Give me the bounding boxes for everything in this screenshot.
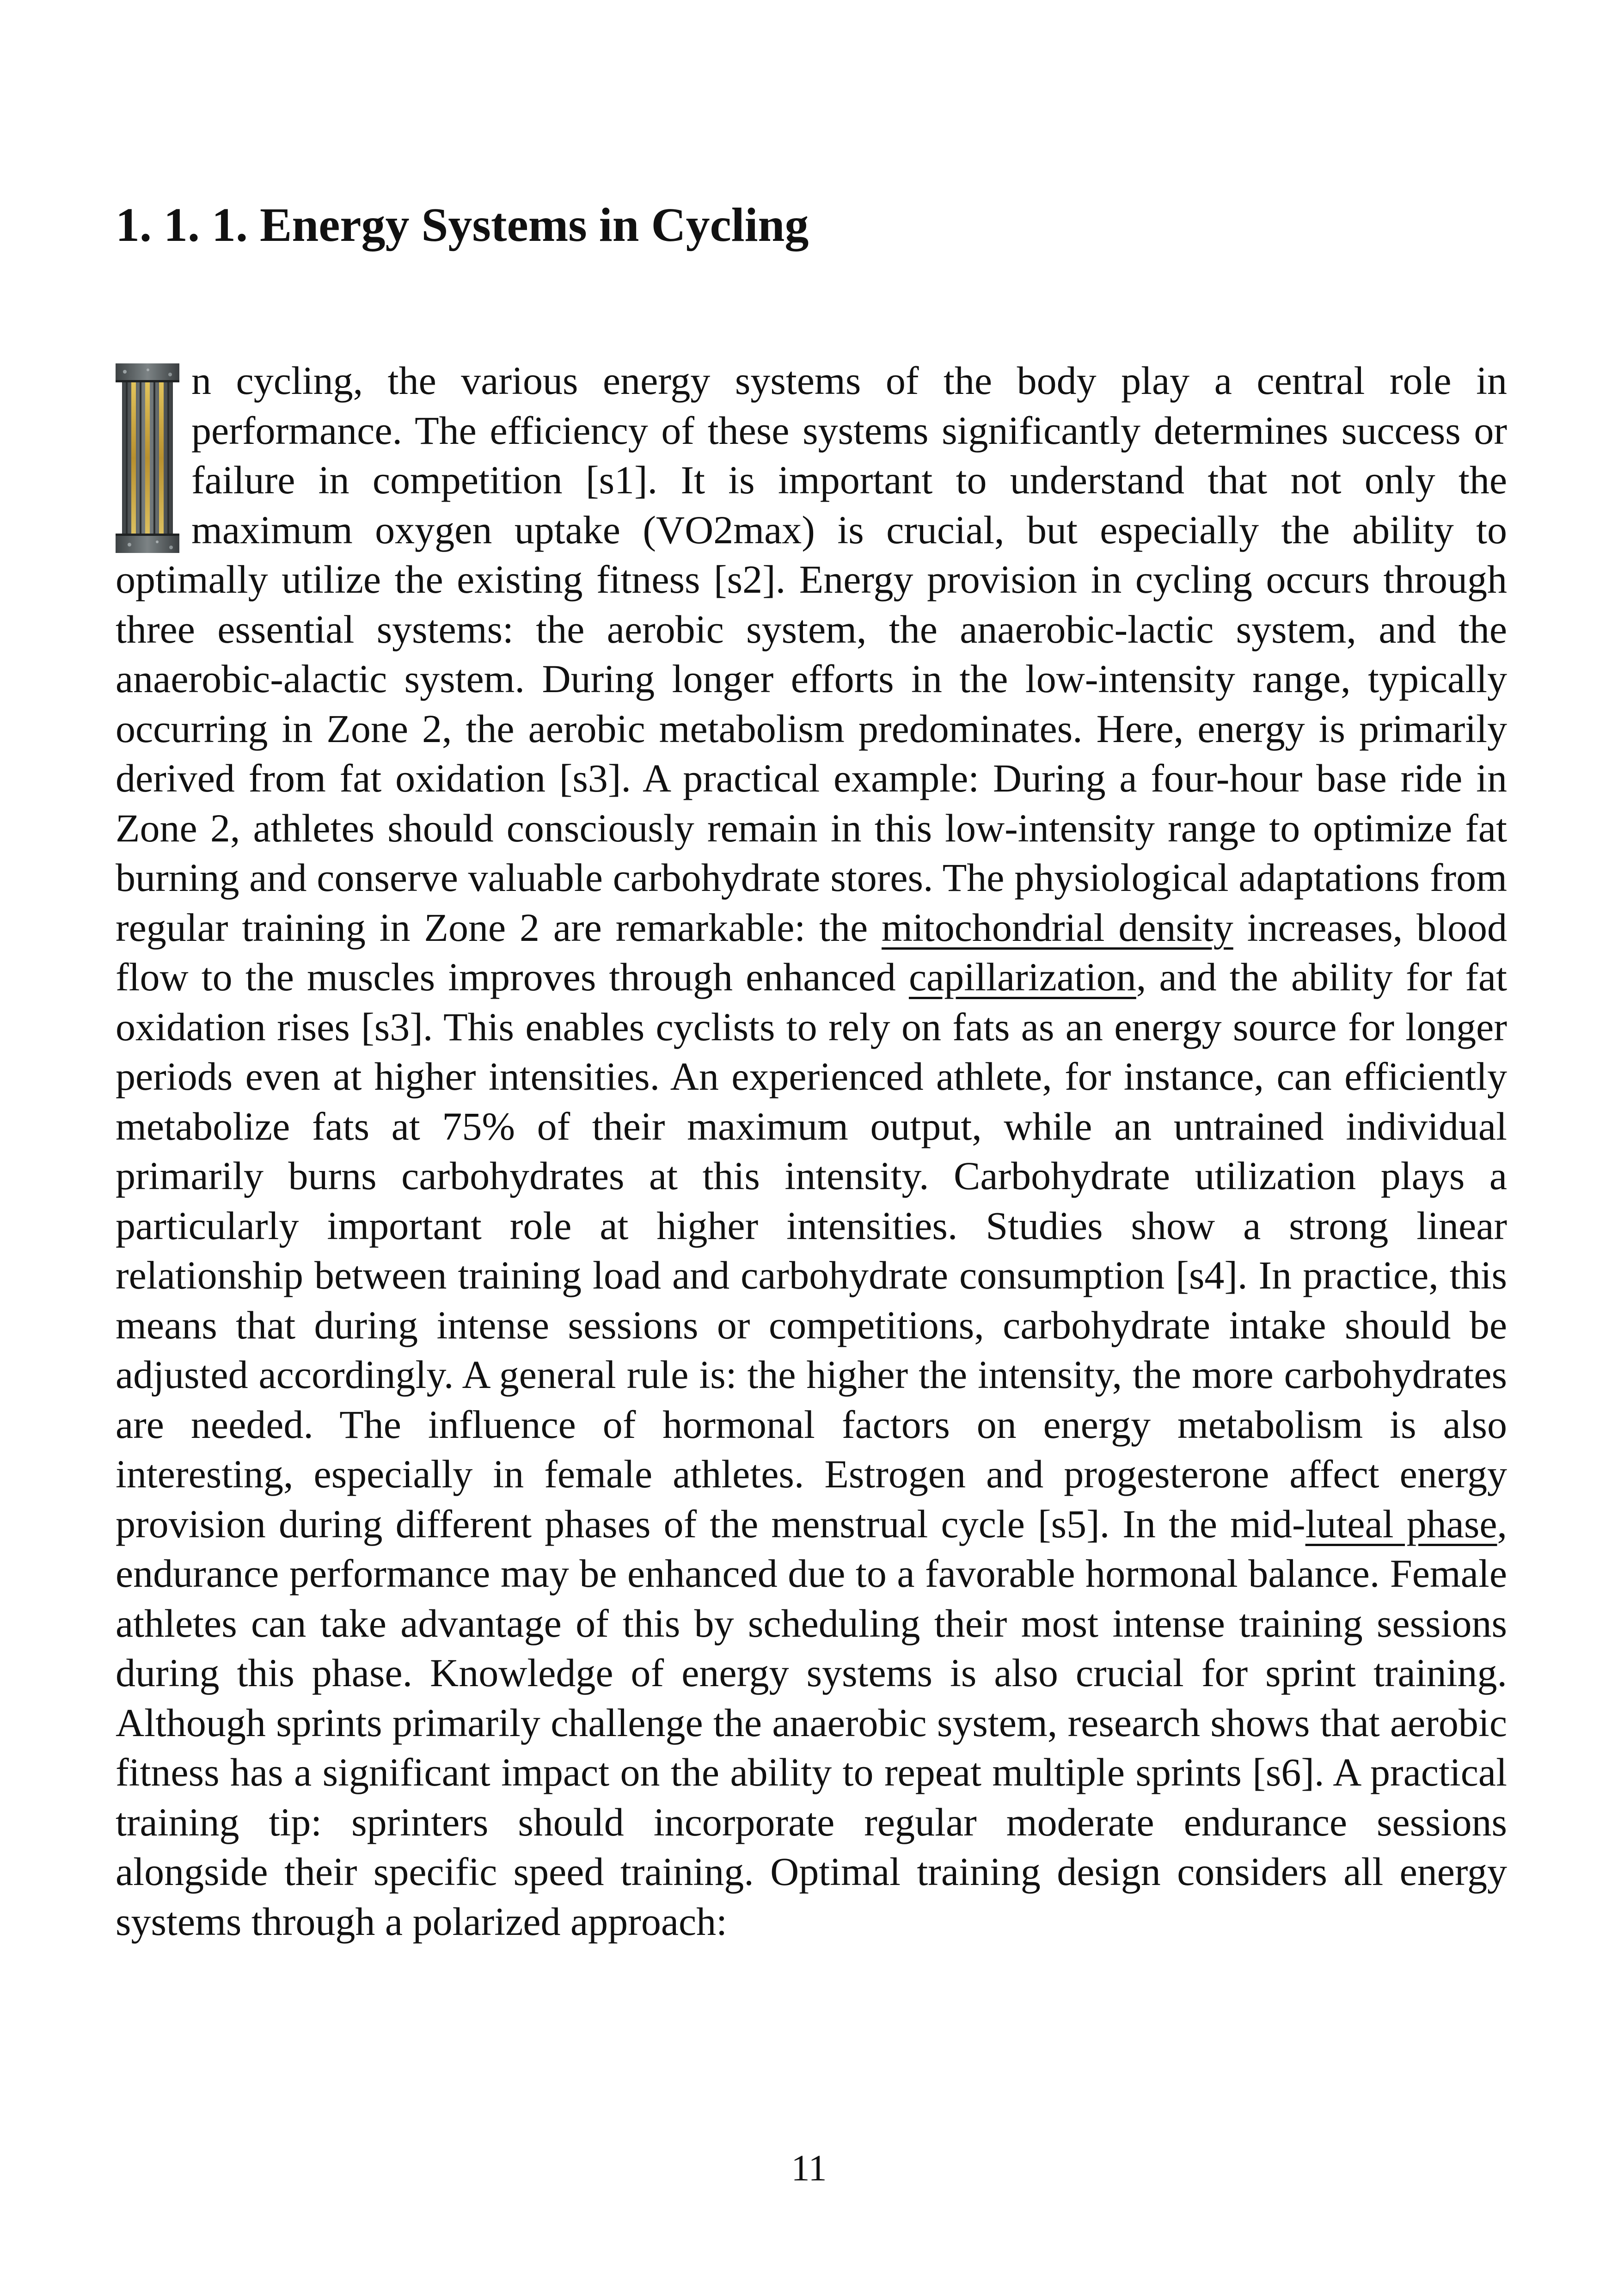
- text-segment: increases, blood flow to the muscles improves through enhanced: [116, 905, 1507, 999]
- underlined-term: luteal phase: [1305, 1501, 1497, 1546]
- paragraph-text: [116, 358, 1507, 1944]
- text-segment: n cycling, the various energy systems of the body play a central role in performance. The efficiency of these systems significantly determines success or failure in competition [s1]. It is important to understand that not only the maximum oxygen uptake (VO2max) is crucial, but especially the ability to optimally utilize the existing fitness [s2]. Energy provision in cycling occurs through three essential systems: the aerobic system, the anaerobic-lactic system, and the anaerobic-alactic system. During longer efforts in the low-intensity range, typically occurring in Zone 2, the aerobic metabolism predominates. Here, energy is primarily derived from fat oxidation [s3]. A practical example: During a four-hour base ride in Zone 2, athletes should consciously remain in this low-intensity range to optimize fat burning and conserve valuable carbohydrate stores. The physiological adaptations from regular training in Zone 2 are remarkable: the: [116, 358, 1507, 950]
- body-paragraph: [116, 356, 1507, 1946]
- page-number: 11: [791, 2148, 827, 2189]
- text-segment: , endurance performance may be enhanced due to a favorable hormonal balance. Female athletes can take advantage of this by scheduling their most intense training sessions during this phase. Knowledge of energy systems is also crucial for sprint training. Although sprints primarily challenge the anaerobic system, research shows that aerobic fitness has a significant impact on the ability to repeat multiple sprints [s6]. A practical training tip: sprinters should incorporate regular moderate endurance sessions alongside their specific speed training. Optimal training design considers all energy systems through a polarized approach:: [116, 1501, 1507, 1944]
- underlined-term: capillarization: [908, 955, 1136, 999]
- drop-cap-letter-i: [116, 363, 179, 553]
- drop-cap-ornament: [116, 363, 179, 553]
- text-segment: , and the ability for fat oxidation rises [s3]. This enables cyclists to rely on fats as an energy source for longer periods even at higher intensities. An experienced athlete, for instance, can efficiently metabolize fats at 75% of their maximum output, while an untrained individual primarily burns carbohydrates at this intensity. Carbohydrate utilization plays a particularly important role at higher intensities. Studies show a strong linear relationship between training load and carbohydrate consumption [s4]. In practice, this means that during intense sessions or competitions, carbohydrate intake should be adjusted accordingly. A general rule is: the higher the intensity, the more carbohydrates are needed. The influence of hormonal factors on energy metabolism is also interesting, especially in female athletes. Estrogen and progesterone affect energy provision during different phases of the menstrual cycle [s5]. In the mid-: [116, 955, 1507, 1546]
- underlined-term: mitochondrial density: [882, 905, 1233, 950]
- section-heading: 1. 1. 1. Energy Systems in Cycling: [116, 198, 809, 252]
